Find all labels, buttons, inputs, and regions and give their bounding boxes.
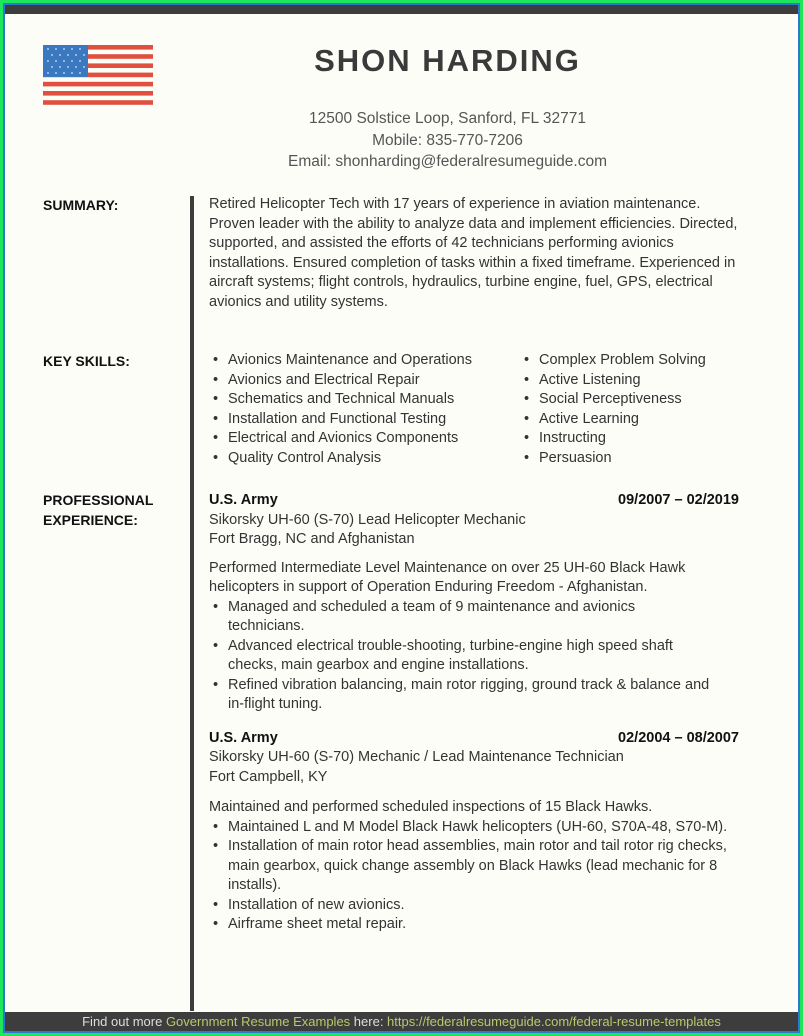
job-dates: 09/2007 – 02/2019 <box>618 492 739 508</box>
summary-label: SUMMARY: <box>43 197 119 213</box>
job-entry <box>209 491 739 715</box>
resume-page <box>3 3 800 1033</box>
section-divider <box>190 196 194 1011</box>
skills-column-1 <box>209 351 520 468</box>
skills-column-2 <box>520 351 720 468</box>
experience-label-line2: EXPERIENCE: <box>43 511 138 528</box>
address: 12500 Solstice Loop, Sanford, FL 32771 <box>309 110 586 127</box>
email: Email: shonharding@federalresumeguide.com <box>287 153 607 170</box>
job-summary: Maintained and performed scheduled inspections of 15 Black Hawks. <box>209 799 653 815</box>
job-location: Fort Campbell, KY <box>209 768 328 785</box>
experience-section <box>209 491 739 935</box>
skill-item: • Complex Problem Solving <box>520 351 720 371</box>
skill-item: • Persuasion <box>520 449 720 469</box>
experience-label-line1: PROFESSIONAL <box>43 492 154 508</box>
skill-item: • Quality Control Analysis <box>209 449 520 469</box>
skill-item: • Active Listening <box>520 371 720 391</box>
skills-list <box>209 351 739 468</box>
job-location: Fort Bragg, NC and Afghanistan <box>209 531 415 547</box>
top-bar <box>5 5 798 14</box>
job-dates: 02/2004 – 08/2007 <box>618 729 739 746</box>
experience-label <box>43 491 153 530</box>
job-bullet: • Installation of main rotor head assemblies, main rotor and tail rotor rig checks, main gearbox, quick change assembly on Black Hawks (lead mechanic for 8 installs). <box>209 837 729 896</box>
footer-text: Find out more <box>82 1014 166 1029</box>
skill-item: • Installation and Functional Testing <box>209 410 520 430</box>
skill-item: • Schematics and Technical Manuals <box>209 390 520 410</box>
summary-text: Retired Helicopter Tech with 17 years of experience in aviation maintenance. Proven leader with the ability to analyze data and implement efficiencies. Directed, supported, and assisted the efforts of 42 technicians performing avionics installations. Ensured completion of tasks within a fixed timeframe. Experienced in aircraft systems; flight controls, hydraulics, turbine engine, fuel, GPS, electrical avionics and utility systems. <box>209 196 738 310</box>
job-entry <box>209 729 739 935</box>
job-bullet: • Refined vibration balancing, main rotor rigging, ground track & balance and in-flight tuning. <box>209 676 714 715</box>
job-title: Sikorsky UH-60 (S-70) Lead Helicopter Mechanic <box>209 511 526 528</box>
skill-item: • Social Perceptiveness <box>520 390 720 410</box>
footer-text: here: <box>350 1014 388 1029</box>
job-bullet: • Advanced electrical trouble-shooting, turbine-engine high speed shaft checks, main gearbox and engine installations. <box>209 637 714 676</box>
footer-bar <box>5 1012 798 1031</box>
skill-item: • Avionics and Electrical Repair <box>209 371 520 391</box>
employer: U.S. Army <box>209 729 278 746</box>
skill-item: • Instructing <box>520 429 720 449</box>
job-bullet: • Maintained L and M Model Black Hawk helicopters (UH-60, S70A-48, S70-M). <box>209 818 729 838</box>
candidate-name: SHON HARDING <box>314 43 581 78</box>
employer: U.S. Army <box>209 492 278 508</box>
mobile: Mobile: 835-770-7206 <box>372 131 523 149</box>
templates-url-link[interactable]: https://federalresumeguide.com/federal-resume-templates <box>387 1014 721 1029</box>
job-bullet: • Installation of new avionics. <box>209 896 729 916</box>
job-summary: Performed Intermediate Level Maintenance on over 25 UH-60 Black Hawk helicopters in support of Operation Enduring Freedom - Afghanistan. <box>209 559 686 595</box>
job-bullet: • Managed and scheduled a team of 9 maintenance and avionics technicians. <box>209 598 714 637</box>
job-bullet: • Airframe sheet metal repair. <box>209 915 729 935</box>
job-title: Sikorsky UH-60 (S-70) Mechanic / Lead Maintenance Technician <box>209 749 624 765</box>
skill-item: • Avionics Maintenance and Operations <box>209 351 520 371</box>
skills-label: KEY SKILLS: <box>43 353 130 369</box>
government-resume-examples-link[interactable]: Government Resume Examples <box>165 1014 351 1029</box>
contact-info <box>5 108 798 173</box>
skill-item: • Electrical and Avionics Components <box>209 429 520 449</box>
skill-item: • Active Learning <box>520 410 720 430</box>
